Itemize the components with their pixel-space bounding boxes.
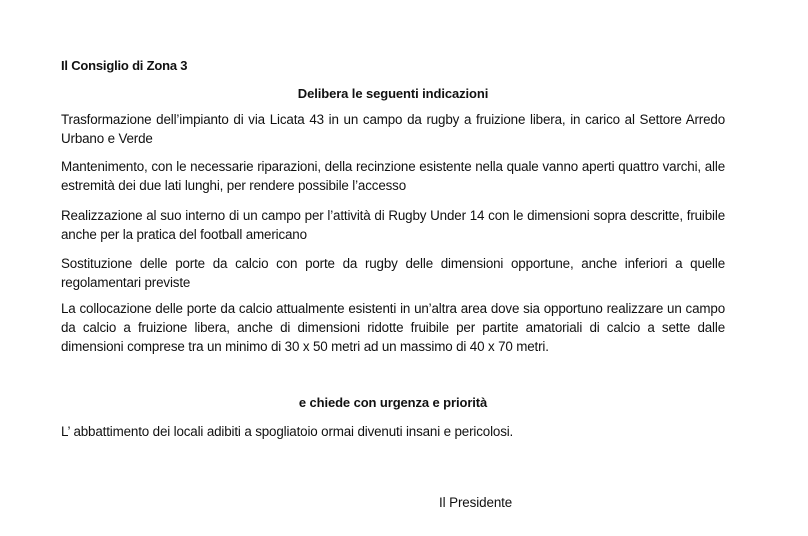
resolution-item-3: Realizzazione al suo interno di un campo per l’attività di Rugby Under 14 con le dimensioni sopra descritte, fruibile anche per la pratica del football americano [61, 208, 725, 242]
resolution-item-4: Sostituzione delle porte da calcio con porte da rugby delle dimensioni opportune, anche inferiori a quelle regolamentari previste [61, 256, 725, 290]
resolution-heading: Delibera le seguenti indicazioni [297, 86, 489, 101]
request-heading: e chiede con urgenza e priorità [298, 395, 488, 410]
resolution-item-1: Trasformazione dell’impianto di via Licata 43 in un campo da rugby a fruizione libera, in carico al Settore Arredo Urbano e Verde [61, 112, 725, 146]
resolution-item-2: Mantenimento, con le necessarie riparazioni, della recinzione esistente nella quale vanno aperti quattro varchi, alle estremità dei due lati lunghi, per rendere possibile l’accesso [61, 159, 725, 193]
resolution-item-5: La collocazione delle porte da calcio attualmente esistenti in un’altra area dove sia opportuno realizzare un campo da calcio a fruizione libera, anche di dimensioni ridotte fruibile per partite amatoriali di calcio a sette dalle dimensioni comprese tra un minimo di 30 x 50 metri ad un massimo di 40 x 70 metri. [61, 301, 725, 354]
request-item: L’ abbattimento dei locali adibiti a spogliatoio ormai divenuti insani e pericolosi. [61, 424, 514, 439]
council-title: Il Consiglio di Zona 3 [61, 58, 188, 73]
signature-title: Il Presidente [439, 495, 513, 510]
